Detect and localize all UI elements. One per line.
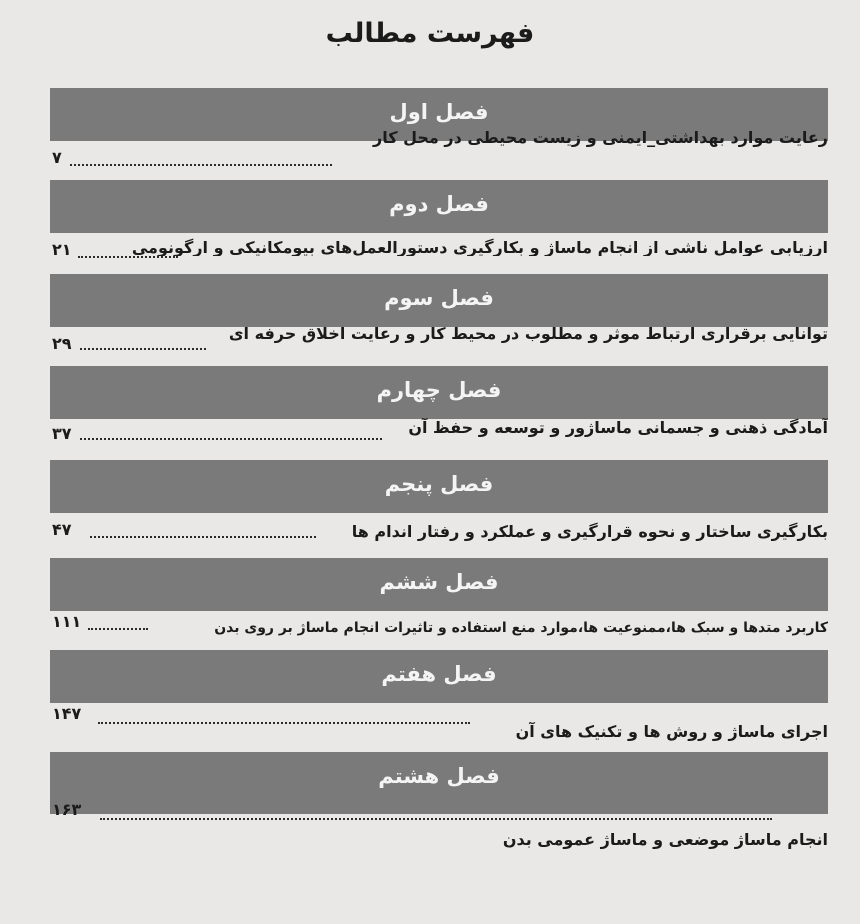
entry-page-number: ۱۱۱ [52,612,82,631]
entry-page-number: ۲۱ [52,240,72,259]
chapter-label: فصل سوم [384,286,494,310]
toc-entry [50,418,828,448]
chapter-label: فصل هفتم [381,662,497,686]
chapter-label: فصل دوم [389,192,489,216]
chapter-label: فصل پنجم [384,472,494,496]
entry-title: رعایت موارد بهداشتی_ایمنی و زیست محیطی در محل کار [373,128,828,147]
toc-entry [50,722,828,752]
entry-page-number: ۳۷ [52,424,72,443]
dot-leader [80,438,382,440]
chapter-label: فصل هشتم [378,764,500,788]
entry-page-number: ۲۹ [52,334,72,353]
toc-entry [50,310,828,350]
dot-leader [90,536,316,538]
dot-leader [100,818,772,820]
chapter-label: فصل اول [389,100,489,124]
chapter-label: فصل چهارم [376,378,502,402]
entry-page-number: ۱۴۷ [52,704,82,723]
entry-title: بکارگیری ساختار و نحوه قرارگیری و عملکرد و رفتار اندام ها [351,522,828,541]
dot-leader [88,628,148,630]
dot-leader [70,164,332,166]
entry-page-number: ۱۶۳ [52,800,82,819]
entry-title: اجرای ماساژ و روش ها و تکنیک های آن [515,722,828,741]
entry-title: آمادگی ذهنی و جسمانی ماساژور و توسعه و حفظ آن [408,418,828,437]
dot-leader [78,256,178,258]
toc-entry [50,128,828,162]
entry-page-number: ۷ [52,148,62,167]
entry-title: توانایی برقراری ارتباط موثر و مطلوب در محیط کار و رعایت اخلاق حرفه ای [228,324,828,343]
toc-entry [50,216,828,256]
dot-leader [80,348,206,350]
chapter-label: فصل ششم [379,570,499,594]
entry-title: انجام ماساژ موضعی و ماساژ عمومی بدن [502,830,828,849]
toc-entry [50,616,828,650]
entry-title: کاربرد متدها و سبک ها،ممنوعیت ها،موارد منع استفاده و تاثیرات انجام ماساژ بر روی بدن [214,620,828,636]
page-title: فهرست مطالب [325,18,535,49]
entry-page-number: ۴۷ [52,520,72,539]
entry-title: ارزیابی عوامل ناشی از انجام ماساژ و بکارگیری دستورالعمل‌های بیومکانیکی و ارگونومی [131,238,828,256]
toc-entry [50,830,828,860]
dot-leader [98,722,470,724]
